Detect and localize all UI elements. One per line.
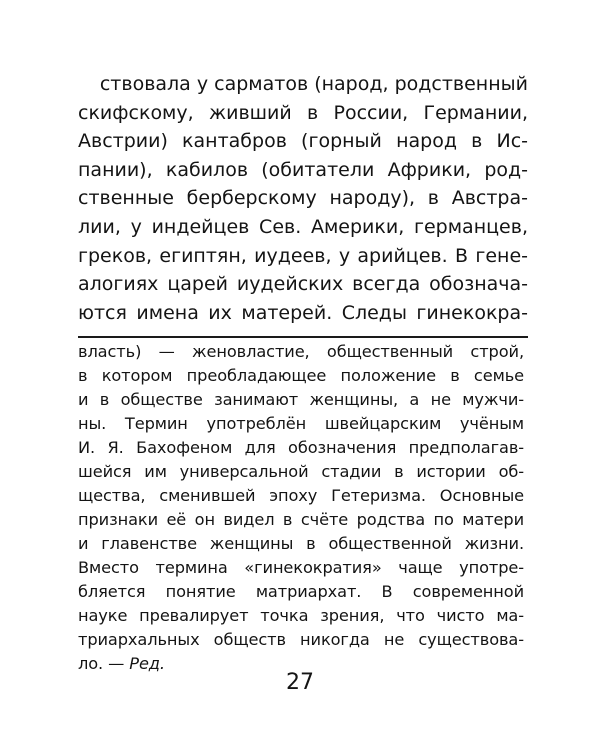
main-text-line: скифскому, живший в России, Германии, [78, 101, 528, 124]
footnote-divider [78, 336, 528, 338]
main-text-line: пании), кабилов (обитатели Африки, род- [78, 158, 528, 181]
main-text-line: ственные берберскому народу), в Австра- [78, 187, 528, 210]
footnote-line: власть) — женовластие, общественный строй, [78, 342, 524, 361]
footnote-line: и в обществе занимают женщины, а не мужчи- [78, 390, 524, 409]
footnote-line: И. Я. Бахофеном для обозначения предполагав- [78, 438, 524, 457]
footnote-line: ны. Термин употреблён швейцарским учёным [78, 414, 524, 433]
footnote-line: триархальных обществ никогда не существова- [78, 630, 524, 649]
main-text-line: алогиях царей иудейских всегда обознача- [78, 273, 528, 296]
footnote-line: признаки её он видел в счёте родства по матери [78, 510, 524, 529]
main-text-line: Австрии) кантабров (горный народ в Ис- [78, 130, 528, 153]
main-text-line: ствовала у сарматов (народ, родственный [99, 73, 528, 95]
footnote-line: науке превалирует точка зрения, что чисто ма- [78, 606, 524, 625]
main-text-line: греков, египтян, иудеев, у арийцев. В гене- [78, 244, 528, 267]
main-text-block [78, 70, 528, 327]
footnote-line: щества, сменившей эпоху Гетеризма. Основные [78, 486, 524, 505]
footnote-line: Вместо термина «гинекократия» чаще употре- [78, 558, 524, 577]
footnote-line: в котором преобладающее положение в семье [78, 366, 524, 385]
main-text-line: ются имена их матерей. Следы гинекокра- [78, 301, 528, 324]
footnote-block [78, 340, 524, 676]
page-number: 27 [286, 670, 314, 695]
footnote-last-line-text: ло. — [78, 654, 130, 673]
editor-mark: Ред. [129, 654, 165, 673]
footnote-line: и главенстве женщины в общественной жизни. [78, 534, 524, 553]
footnote-line: шейся им универсальной стадии в истории об- [78, 462, 524, 481]
footnote-line: бляется понятие матриархат. В современной [78, 582, 524, 601]
main-text-line: лии, у индейцев Сев. Америки, германцев, [78, 215, 528, 238]
